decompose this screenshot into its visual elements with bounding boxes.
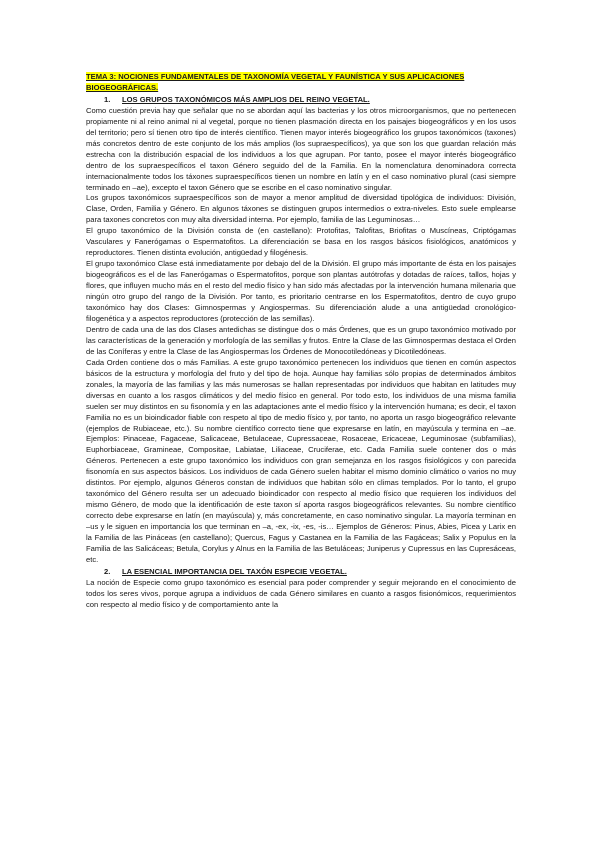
section-title: LA ESENCIAL IMPORTANCIA DEL TAXÓN ESPECIE VEGETAL. [122,566,347,576]
paragraph: El grupo taxonómico Clase está inmediatamente por debajo del de la División. El grupo más importante de ésta en los paisajes biogeográficos es el de las Fanerógamas o Espermatofitos, porque son plantas autótrofas y dotadas de raíces, tallos, hojas y flores, que influyen mucho más en el resto del medio físico y han sido más afectadas por la intervención humana milenaria que ningún otro grupo del rango de la División. Por tanto, es prioritario centrarse en los Espermatofitos, dentro de cuyo grupo taxonómico hay dos Clases: Gimnospermas y Angiospermas. Su diferenciación alude a una antigüedad cronológico-filogenética y a aspectos reproductores (protección de las semillas). [86,259,516,323]
paragraph: Cada Orden contiene dos o más Familias. A este grupo taxonómico pertenecen los individuos que tienen en común aspectos básicos de la estructura y morfología del fruto y del tipo de hoja. Aunque hay familias sólo propias de determinados ámbitos zonales, la mayoría de las familias y las más numerosas se hallan representadas por individuos que habitan en latitudes muy diversas en cuanto a los rasgos climáticos y del medio físico en general. Por todo esto, los individuos de una misma familia suelen ser muy distintos en su fisonomía y en las adaptaciones ante el medio físico y la intervención humana; es decir, el taxon Familia no es un bioindicador fiable con respeto al tipo de medio físico y, por tanto, no aporta un rasgo biogeográfico relevante (ejemplos de Rubiaceae, etc.). Su nombre científico correcto tiene que expresarse en latín, en mayúscula y termina en –ae. Ejemplos: Pinaceae, Fagaceae, Salicaceae, Betulaceae, Cupressaceae, Rosaceae, Ericaceae, Leguminosae (subfamilias), Euphorbiaceae, Gramineae, Compositae, Labiatae, Liliaceae, Cruciferae, etc. Cada Familia suele contener dos o más Géneros. Pertenecen a este grupo taxonómico los individuos con gran semejanza en los rasgos fisiológicos y con parecida fisonomía en sus aspectos básicos. Los individuos de cada Género suelen habitar el mismo dominio climático o varios no muy distintos. Por ejemplo, algunos Géneros constan de individuos que habitan sólo en climas templados. Por lo tanto, el grupo taxonómico del Género resulta ser un adecuado bioindicador con respecto al medio físico que requieren los individuos del mismo Género, de modo que la identificación de este taxon sí aporta rasgos biogeográficos relevantes. Su nombre científico correcto debe expresarse en latín (en mayúscula) y, más concretamente, en caso nominativo singular. La mayoría terminan en –us y le siguen en importancia los que terminan en –a, -ex, -ix, -es, -is… Ejemplos de Géneros: Pinus, Abies, Picea y Larix en la Familia de las Pináceas (en castellano); Quercus, Fagus y Castanea en la Familia de las Fagáceas; Salix y Populus en la Familia de las Salicáceas; Betula, Corylus y Alnus en la Familia de las Betuláceas; Juniperus y Cupressus en las Cupresáceas, etc. [86,357,516,564]
section-heading-1 [86,95,516,106]
paragraph: El grupo taxonómico de la División consta de (en castellano): Protofitas, Talofitas, Briofitas o Muscíneas, Criptógamas Vasculares y Fanerógamas o Espermatofitos. La diferenciación se basa en los rasgos básicos fisiológicos, anatómicos y reproductores. Tienen distinta evolución, antigüedad y filogénesis. [86,226,516,258]
document-page [86,72,516,611]
paragraph: Como cuestión previa hay que señalar que no se abordan aquí las bacterias y los otros microorganismos, que no pertenecen propiamente ni al reino animal ni al vegetal, porque no tienen plasmación directa en los paisajes biogeográficos y en los usos del territorio; pero sí tienen otro tipo de interés científico. Tienen mayor interés biogeográfico los grupos taxonómicos (taxones) más concretos dentro de este conjunto de los más amplios (los supraespecíficos), ya que son los que guardan relación más estrecha con la distribución espacial de los individuos a los que agrupan. Por tanto, posee el mayor interés biogeográfico dentro de los supraespecíficos el taxon Género seguido del de la Familia. En la nomenclatura denominadora correcta internacionalmente todos los táxones supraespecíficos tienen un nombre en latín y en el caso nominativo plural (casi siempre terminado en –ae), excepto el taxon Género que se escribe en el caso nominativo singular. [86,105,516,192]
title-block [86,72,516,94]
document-title: TEMA 3: NOCIONES FUNDAMENTALES DE TAXONOMÍA VEGETAL Y FAUNÍSTICA Y SUS APLICACIONES BIOGEOGRÁFICAS. [86,72,465,92]
section-title: LOS GRUPOS TAXONÓMICOS MÁS AMPLIOS DEL REINO VEGETAL. [122,94,370,104]
section-number: 1. [104,94,111,104]
section-number: 2. [104,566,111,576]
paragraph: La noción de Especie como grupo taxonómico es esencial para poder comprender y seguir mejorando en el conocimiento de todos los seres vivos, porque agrupa a individuos de cada Género similares en cuanto a rasgos fisionómicos, requerimientos con respecto al medio físico y de comportamiento ante la [86,577,516,609]
section-heading-2 [86,567,516,578]
paragraph: Dentro de cada una de las dos Clases antedichas se distingue dos o más Órdenes, que es un grupo taxonómico motivado por las características de la generación y morfología de las semillas y frutos. Entre la Clase de las Gimnospermas destaca el Orden de las Coníferas y entre la Clase de las Angiospermas los Órdenes de Monocotiledóneas y Dicotiledóneas. [86,324,516,356]
paragraph: Los grupos taxonómicos supraespecíficos son de mayor a menor amplitud de diversidad tipológica de individuos: División, Clase, Orden, Familia y Género. En algunos táxones se distinguen grupos intermedios o extra-niveles. Esto suele emplearse para taxones concretos con muy alta diversidad interna. Por ejemplo, familia de las Leguminosas… [86,193,516,225]
